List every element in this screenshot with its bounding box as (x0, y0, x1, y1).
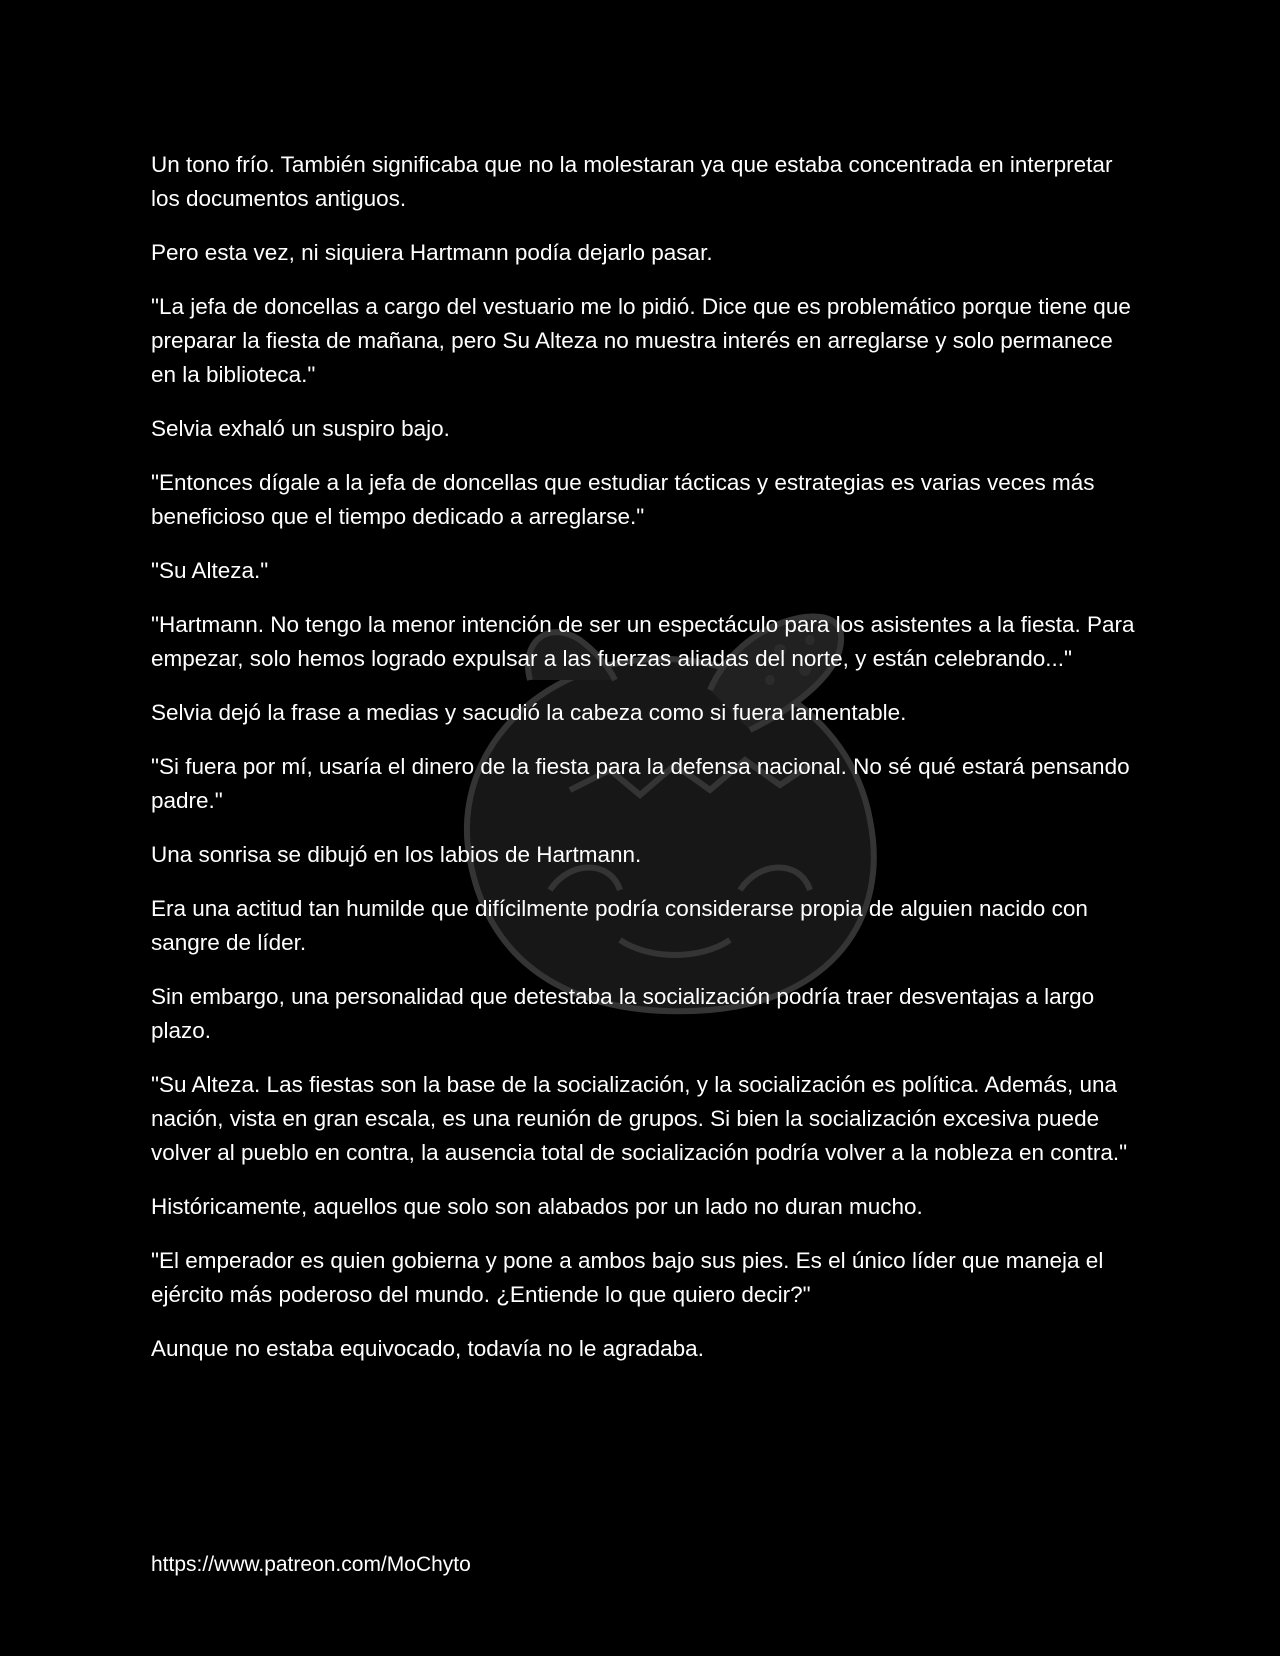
paragraph: Pero esta vez, ni siquiera Hartmann podía dejarlo pasar. (151, 240, 713, 265)
paragraph: "La jefa de doncellas a cargo del vestuario me lo pidió. Dice que es problemático porque tiene que preparar la fiesta de mañana, pero Su Alteza no muestra interés en arreglarse y solo permanece en la biblioteca." (151, 294, 1131, 387)
paragraph: Un tono frío. También significaba que no la molestaran ya que estaba concentrada en interpretar los documentos antiguos. (151, 152, 1113, 211)
patreon-link[interactable]: https://www.patreon.com/MoChyto (151, 1553, 471, 1576)
paragraph: Históricamente, aquellos que solo son alabados por un lado no duran mucho. (151, 1194, 923, 1219)
paragraph: "Entonces dígale a la jefa de doncellas que estudiar tácticas y estrategias es varias veces más beneficioso que el tiempo dedicado a arreglarse." (151, 470, 1095, 529)
paragraph: Aunque no estaba equivocado, todavía no le agradaba. (151, 1336, 704, 1361)
paragraph: Una sonrisa se dibujó en los labios de Hartmann. (151, 842, 642, 867)
paragraph: Era una actitud tan humilde que difícilmente podría considerarse propia de alguien nacido con sangre de líder. (151, 896, 1088, 955)
paragraph: Selvia dejó la frase a medias y sacudió la cabeza como si fuera lamentable. (151, 700, 907, 725)
paragraph: "El emperador es quien gobierna y pone a ambos bajo sus pies. Es el único líder que maneja el ejército más poderoso del mundo. ¿Entiende lo que quiero decir?" (151, 1248, 1104, 1307)
paragraph: "Si fuera por mí, usaría el dinero de la fiesta para la defensa nacional. No sé qué estará pensando padre." (151, 754, 1130, 813)
paragraph: Selvia exhaló un suspiro bajo. (151, 416, 450, 441)
paragraph: "Su Alteza." (151, 558, 269, 583)
document-body (151, 148, 1141, 1386)
paragraph: Sin embargo, una personalidad que detestaba la socialización podría traer desventajas a largo plazo. (151, 984, 1095, 1043)
paragraph: "Hartmann. No tengo la menor intención de ser un espectáculo para los asistentes a la fiesta. Para empezar, solo hemos logrado expulsar a las fuerzas aliadas del norte, y están celebrando..." (151, 612, 1135, 671)
paragraph: "Su Alteza. Las fiestas son la base de la socialización, y la socialización es política. Además, una nación, vista en gran escala, es una reunión de grupos. Si bien la socialización excesiva puede volver al pueblo en contra, la ausencia total de socialización podría volver a la nobleza en contra." (151, 1072, 1128, 1165)
